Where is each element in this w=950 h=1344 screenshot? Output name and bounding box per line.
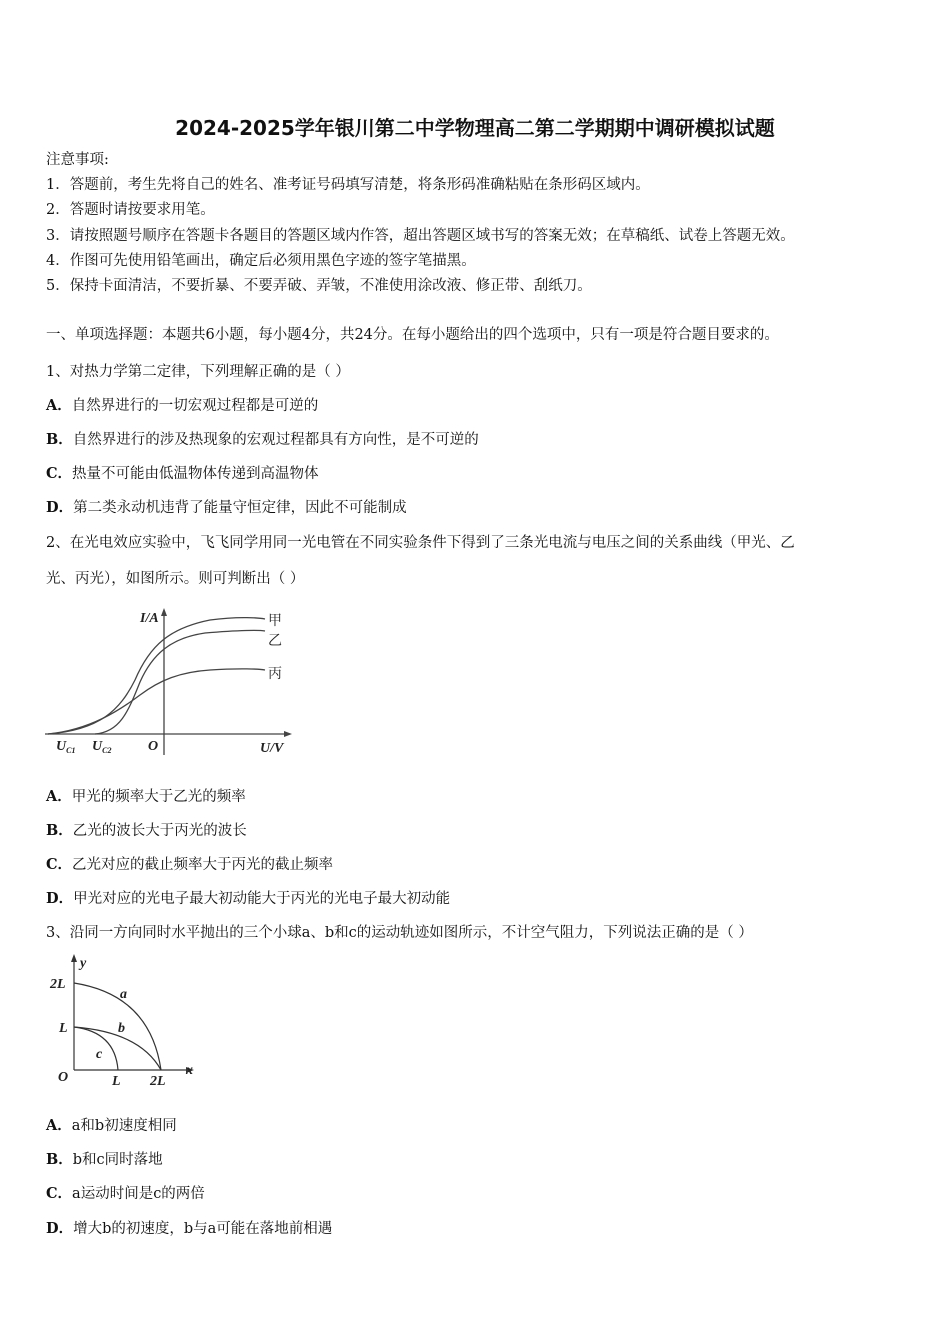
option-label: A． [46, 397, 72, 414]
curve-label-jia: 甲 [268, 613, 282, 629]
option-c [46, 1184, 205, 1204]
projectile-trajectory-graph [40, 950, 210, 1090]
question-2-stem: 光、丙光），如图所示。则可判断出（ ） [46, 571, 305, 587]
option-label: C． [46, 465, 73, 482]
option-a [46, 396, 318, 416]
y-arrow-icon [161, 608, 167, 616]
curve-label-yi: 乙 [268, 633, 282, 649]
page-title: 2024-2025学年银川第二中学物理高二第二学期期中调研模拟试题 [175, 116, 775, 140]
curve-label-c: c [96, 1047, 103, 1062]
x-axis-label: x [186, 1063, 193, 1078]
notice-heading: 注意事项: [46, 152, 109, 168]
option-b [46, 430, 479, 450]
curve-jia [48, 618, 265, 734]
x-axis-label: U/V [260, 741, 284, 756]
curve-label-bing: 丙 [268, 666, 282, 682]
curve-label-b: b [118, 1021, 125, 1036]
option-text: 自然界进行的一切宏观过程都是可逆的 [71, 398, 319, 414]
option-label: B． [46, 822, 73, 839]
y-arrow-icon [71, 954, 77, 962]
uc1-label: $U_{C1}$ [56, 739, 76, 755]
photoelectric-iv-graph [40, 600, 300, 760]
option-label: D． [46, 890, 74, 907]
option-d [46, 498, 407, 518]
x-tick-l: L [112, 1074, 121, 1089]
option-label: D． [46, 1220, 74, 1237]
option-d [46, 889, 450, 909]
option-a [46, 1116, 177, 1136]
curve-bing [48, 669, 265, 734]
option-text: 乙光对应的截止频率大于丙光的截止频率 [72, 857, 334, 873]
option-text: 第二类永动机违背了能量守恒定律，因此不可能制成 [73, 500, 407, 516]
question-3-stem: 3、沿同一方向同时水平抛出的三个小球a、b和c的运动轨迹如图所示，不计空气阻力，下列说法正确的是（ ） [46, 925, 753, 941]
option-b [46, 1150, 163, 1170]
y-axis-label: y [80, 956, 87, 971]
option-label: A． [46, 1117, 72, 1134]
option-label: A． [46, 788, 72, 805]
option-label: B． [46, 1151, 73, 1168]
option-d [46, 1219, 332, 1239]
x-arrow-icon [284, 731, 292, 737]
origin-label: O [148, 739, 159, 754]
option-c [46, 855, 333, 875]
option-text: a和b初速度相同 [71, 1118, 177, 1134]
option-text: a运动时间是c的两倍 [72, 1186, 205, 1202]
option-text: 自然界进行的涉及热现象的宏观过程都具有方向性，是不可逆的 [72, 432, 479, 448]
y-tick-l: L [59, 1021, 68, 1036]
option-text: 乙光的波长大于丙光的波长 [72, 823, 247, 839]
curve-label-a: a [120, 987, 127, 1002]
notice-item: 4．作图可先使用铅笔画出，确定后必须用黑色字迹的签字笔描黑。 [46, 253, 476, 269]
question-1-stem: 1、对热力学第二定律，下列理解正确的是（ ） [46, 364, 350, 380]
option-text: b和c同时落地 [72, 1152, 163, 1168]
notice-item: 2．答题时请按要求用笔。 [46, 202, 215, 218]
option-text: 甲光的频率大于乙光的频率 [71, 789, 246, 805]
section-heading: 一、单项选择题：本题共6小题，每小题4分，共24分。在每小题给出的四个选项中，只有一项是符合题目要求的。 [46, 327, 779, 343]
option-label: C． [46, 856, 73, 873]
notice-item: 5．保持卡面清洁，不要折暴、不要弄破、弄皱，不准使用涂改液、修正带、刮纸刀。 [46, 278, 592, 294]
option-text: 甲光对应的光电子最大初动能大于丙光的光电子最大初动能 [73, 891, 451, 907]
origin-label: O [58, 1070, 69, 1085]
x-tick-2l: 2L [150, 1074, 166, 1089]
curve-yi [95, 630, 265, 734]
option-text: 热量不可能由低温物体传递到高温物体 [72, 466, 319, 482]
y-tick-2l: 2L [50, 977, 66, 992]
option-label: B． [46, 431, 73, 448]
option-c [46, 464, 319, 484]
question-2-stem: 2、在光电效应实验中，飞飞同学用同一光电管在不同实验条件下得到了三条光电流与电压之间的关系曲线（甲光、乙 [46, 535, 795, 551]
option-b [46, 821, 247, 841]
notice-item: 1．答题前，考生先将自己的姓名、准考证号码填写清楚，将条形码准确粘贴在条形码区域内。 [46, 177, 650, 193]
y-axis-label: I/A [140, 611, 159, 626]
option-text: 增大b的初速度，b与a可能在落地前相遇 [73, 1221, 333, 1237]
option-label: C． [46, 1185, 73, 1202]
notice-item: 3．请按照题号顺序在答题卡各题目的答题区域内作答，超出答题区域书写的答案无效；在草稿纸、试卷上答题无效。 [46, 228, 795, 244]
option-a [46, 787, 246, 807]
uc2-label: $U_{C2}$ [92, 739, 112, 755]
option-label: D． [46, 499, 74, 516]
